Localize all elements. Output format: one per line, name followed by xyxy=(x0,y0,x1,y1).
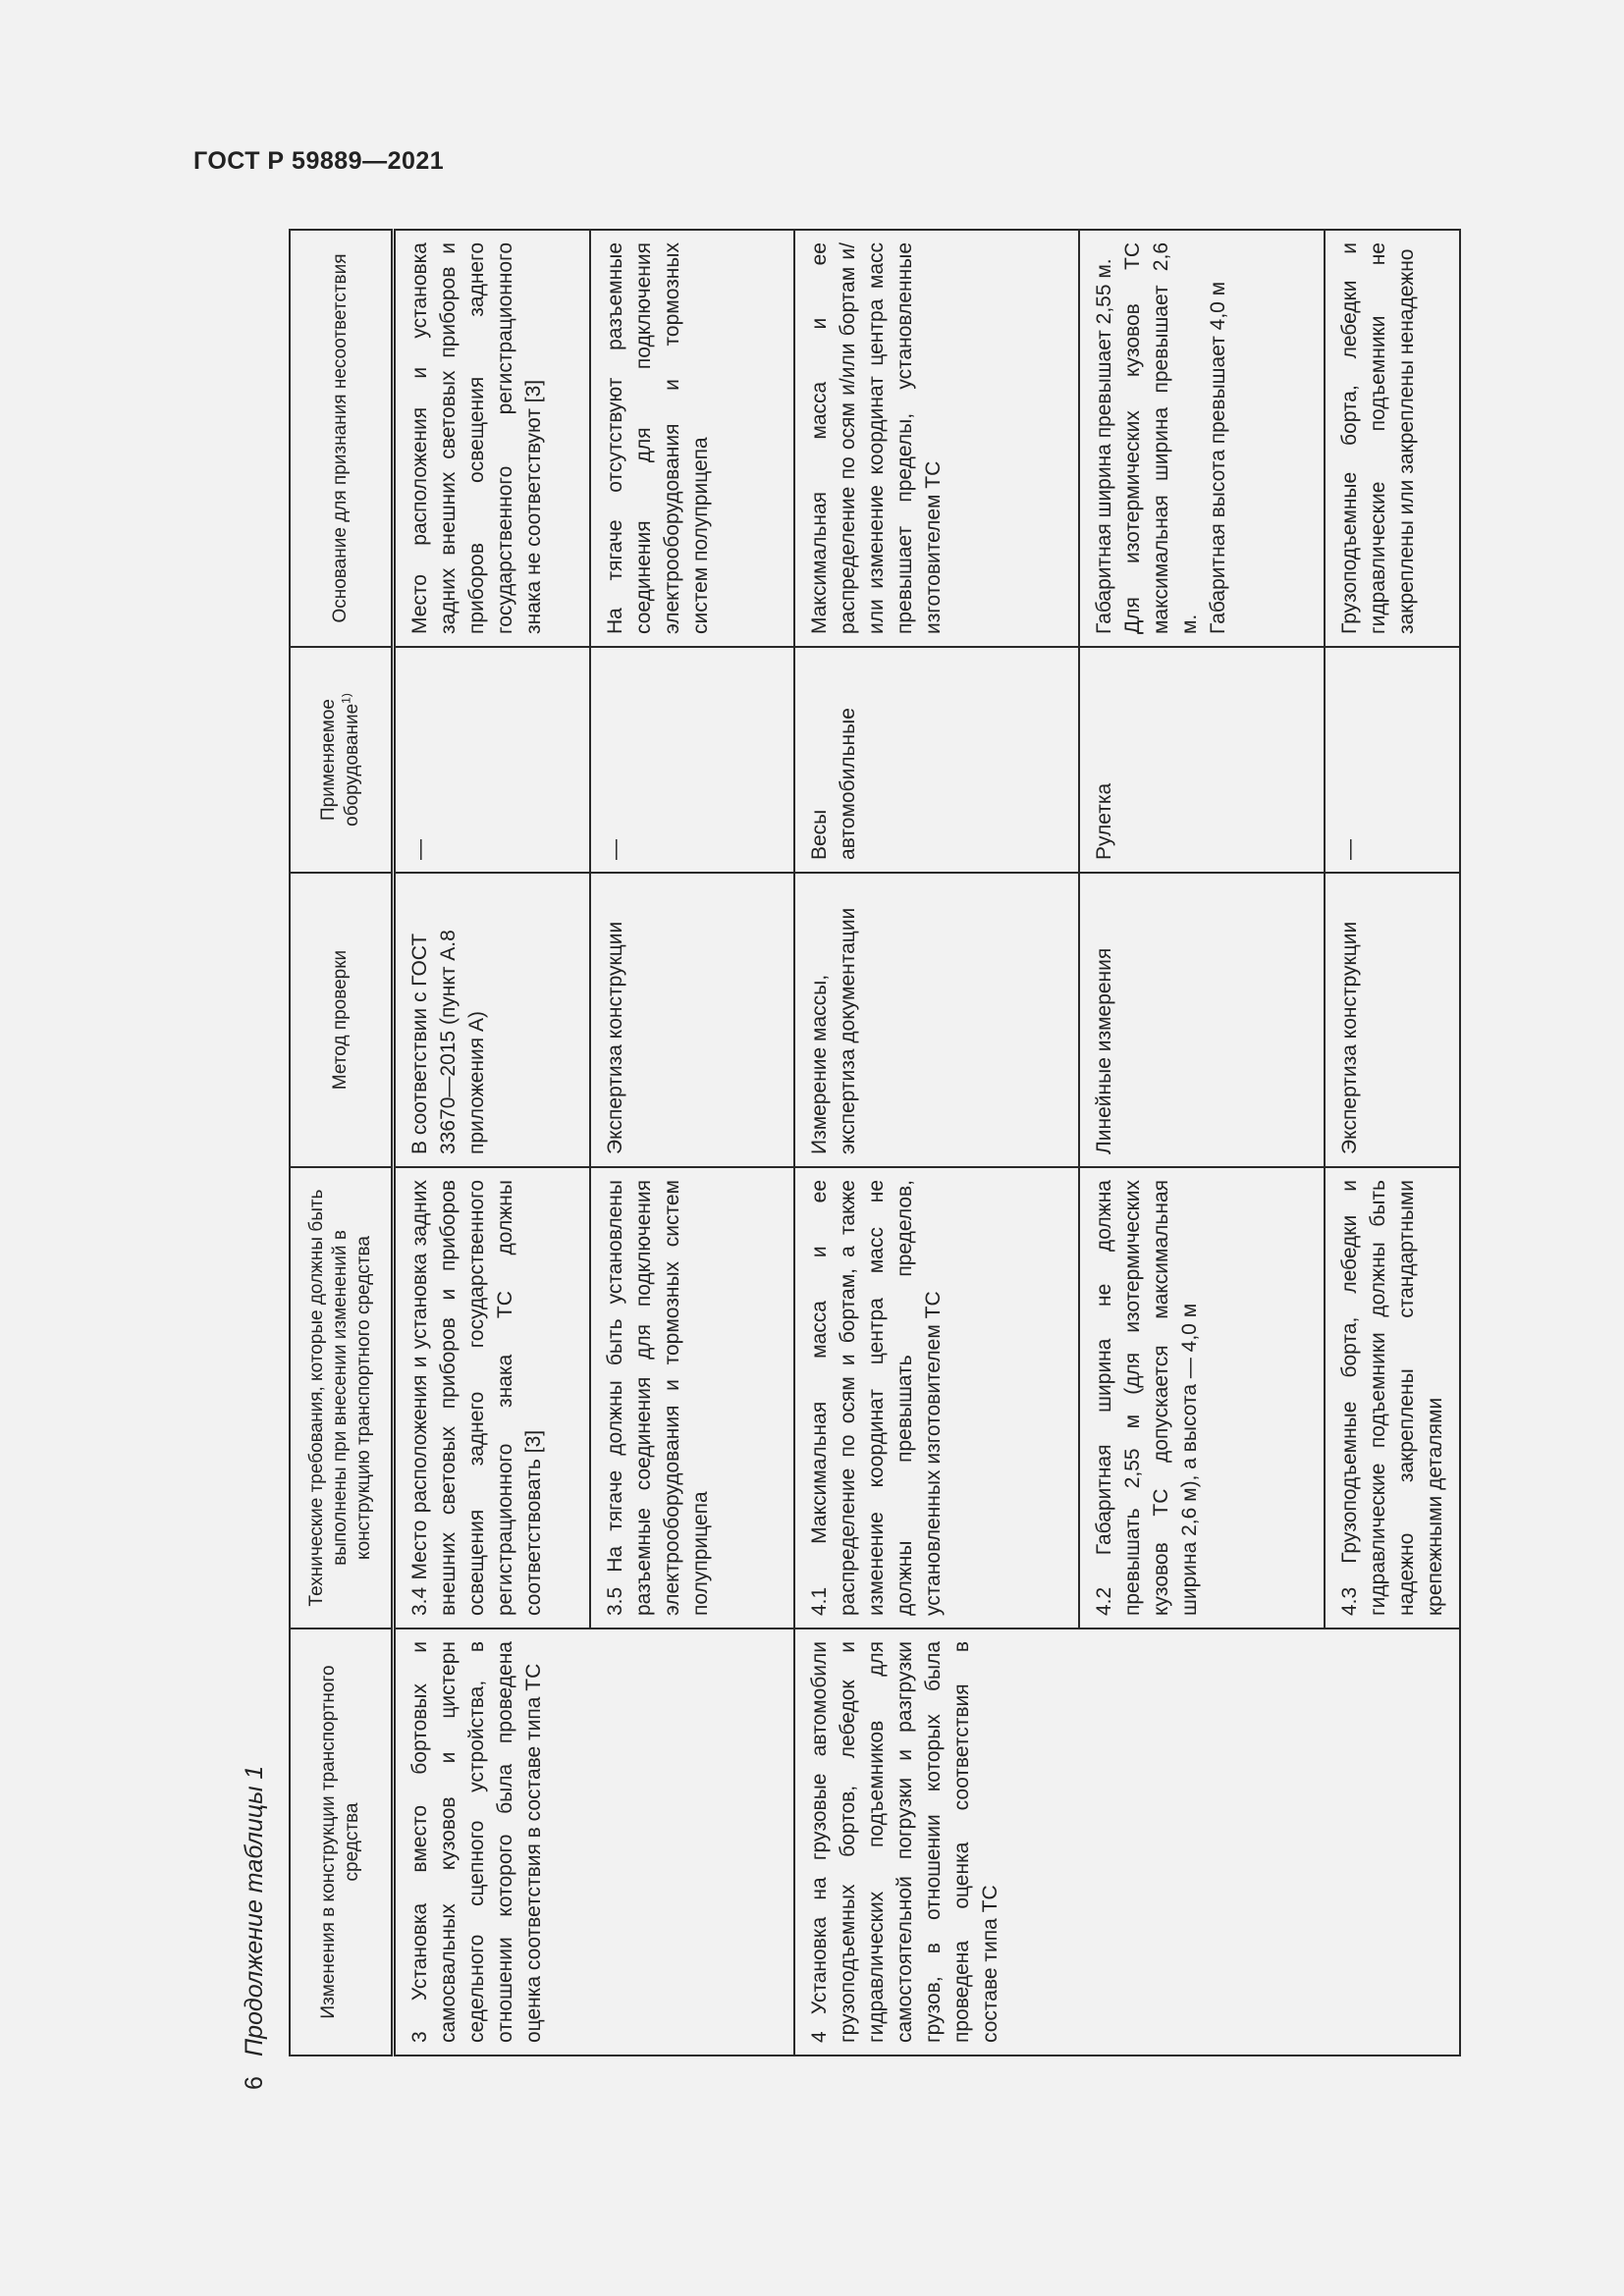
table-row xyxy=(794,230,1079,2056)
header-equipment-text: Применяемое оборудование xyxy=(318,699,362,827)
table-caption: Продолжение таблицы 1 xyxy=(241,1765,268,2056)
method-cell: Экспертиза конструкции xyxy=(1325,873,1460,1167)
document-code: ГОСТ Р 59889—2021 xyxy=(193,147,445,175)
requirement-cell: 3.5 На тягаче должны быть установлены разъемные соединения для подключения электрооборудования и тормозных систем полуприцепа xyxy=(590,1167,794,1629)
requirement-cell: 4.3 Грузоподъемные борта, лебедки и гидравлические подъемники должны быть надежно закреплены стандартными крепежными деталями xyxy=(1325,1167,1460,1629)
method-cell: Экспертиза конструкции xyxy=(590,873,794,1167)
basis-cell: Грузоподъемные борта, лебедки и гидравлические подъемники не закреплены или закреплены ненадежно xyxy=(1325,230,1460,647)
basis-cell xyxy=(1079,230,1325,647)
rotated-table-area xyxy=(241,231,1480,2090)
header-changes: Изменения в конструкции транспортного средства xyxy=(290,1629,394,2056)
basis-cell: На тягаче отсутствуют разъемные соединения для подключения электрооборудования и тормозных систем полуприцепа xyxy=(590,230,794,647)
basis-cell: Место расположения и установка задних внешних световых приборов и приборов освещения заднего государственного регистрационного знака не соответствуют [3] xyxy=(394,230,590,647)
requirement-cell: 4.1 Максимальная масса и ее распределение по осям и бортам, а также изменение координат центра масс не должны превышать пределов, установленных изготовителем ТС xyxy=(794,1167,1079,1629)
requirements-table xyxy=(289,229,1461,2056)
method-cell: Измерение массы, экспертиза документации xyxy=(794,873,1079,1167)
header-equipment xyxy=(290,647,394,873)
basis-line: Габаритная ширина превышает 2,55 м. xyxy=(1092,258,1115,634)
table-row xyxy=(394,230,590,2056)
equipment-cell: Рулетка xyxy=(1079,647,1325,873)
equipment-cell: — xyxy=(394,647,590,873)
page-number: 6 xyxy=(241,2076,268,2090)
method-cell: Линейные измерения xyxy=(1079,873,1325,1167)
basis-cell: Максимальная масса и ее распределение по осям и/или бортам и/или изменение координат центра масс превышает пределы, установленные изготовителем ТС xyxy=(794,230,1079,647)
requirement-cell: 3.4 Место расположения и установка задних внешних световых приборов и приборов освещения заднего государственного регистрационного знака ТС должны соответствовать [3] xyxy=(394,1167,590,1629)
requirement-cell: 4.2 Габаритная ширина не должна превышать 2,55 м (для изотермических кузовов ТС допускается максимальная ширина 2,6 м), а высота — 4,0 м xyxy=(1079,1167,1325,1629)
footnote-marker: 1) xyxy=(339,693,353,704)
method-cell: В соответствии с ГОСТ 33670—2015 (пункт А.8 приложения А) xyxy=(394,873,590,1167)
basis-line: Габаритная высота превышает 4,0 м xyxy=(1206,281,1229,634)
header-basis: Основание для признания несоответствия xyxy=(290,230,394,647)
equipment-cell: — xyxy=(1325,647,1460,873)
header-method: Метод проверки xyxy=(290,873,394,1167)
equipment-cell: — xyxy=(590,647,794,873)
table-header-row xyxy=(290,230,394,2056)
change-cell: 3 Установка вместо бортовых и самосвальных кузовов и цистерн седельного сцепного устройства, в отношении которого была проведена оценка соответствия в составе типа ТС xyxy=(394,1629,794,2056)
equipment-cell: Весы автомобильные xyxy=(794,647,1079,873)
header-requirements: Технические требования, которые должны быть выполнены при внесении изменений в конструкцию транспортного средства xyxy=(290,1167,394,1629)
change-cell: 4 Установка на грузовые автомобили грузоподъемных бортов, лебедок и гидравлических подъемников для самостоятельной погрузки и разгрузки грузов, в отношении которых была проведена оценка соответствия в составе типа ТС xyxy=(794,1629,1460,2056)
basis-line: Для изотермических кузовов ТС максимальная ширина превышает 2,6 м. xyxy=(1120,242,1201,634)
